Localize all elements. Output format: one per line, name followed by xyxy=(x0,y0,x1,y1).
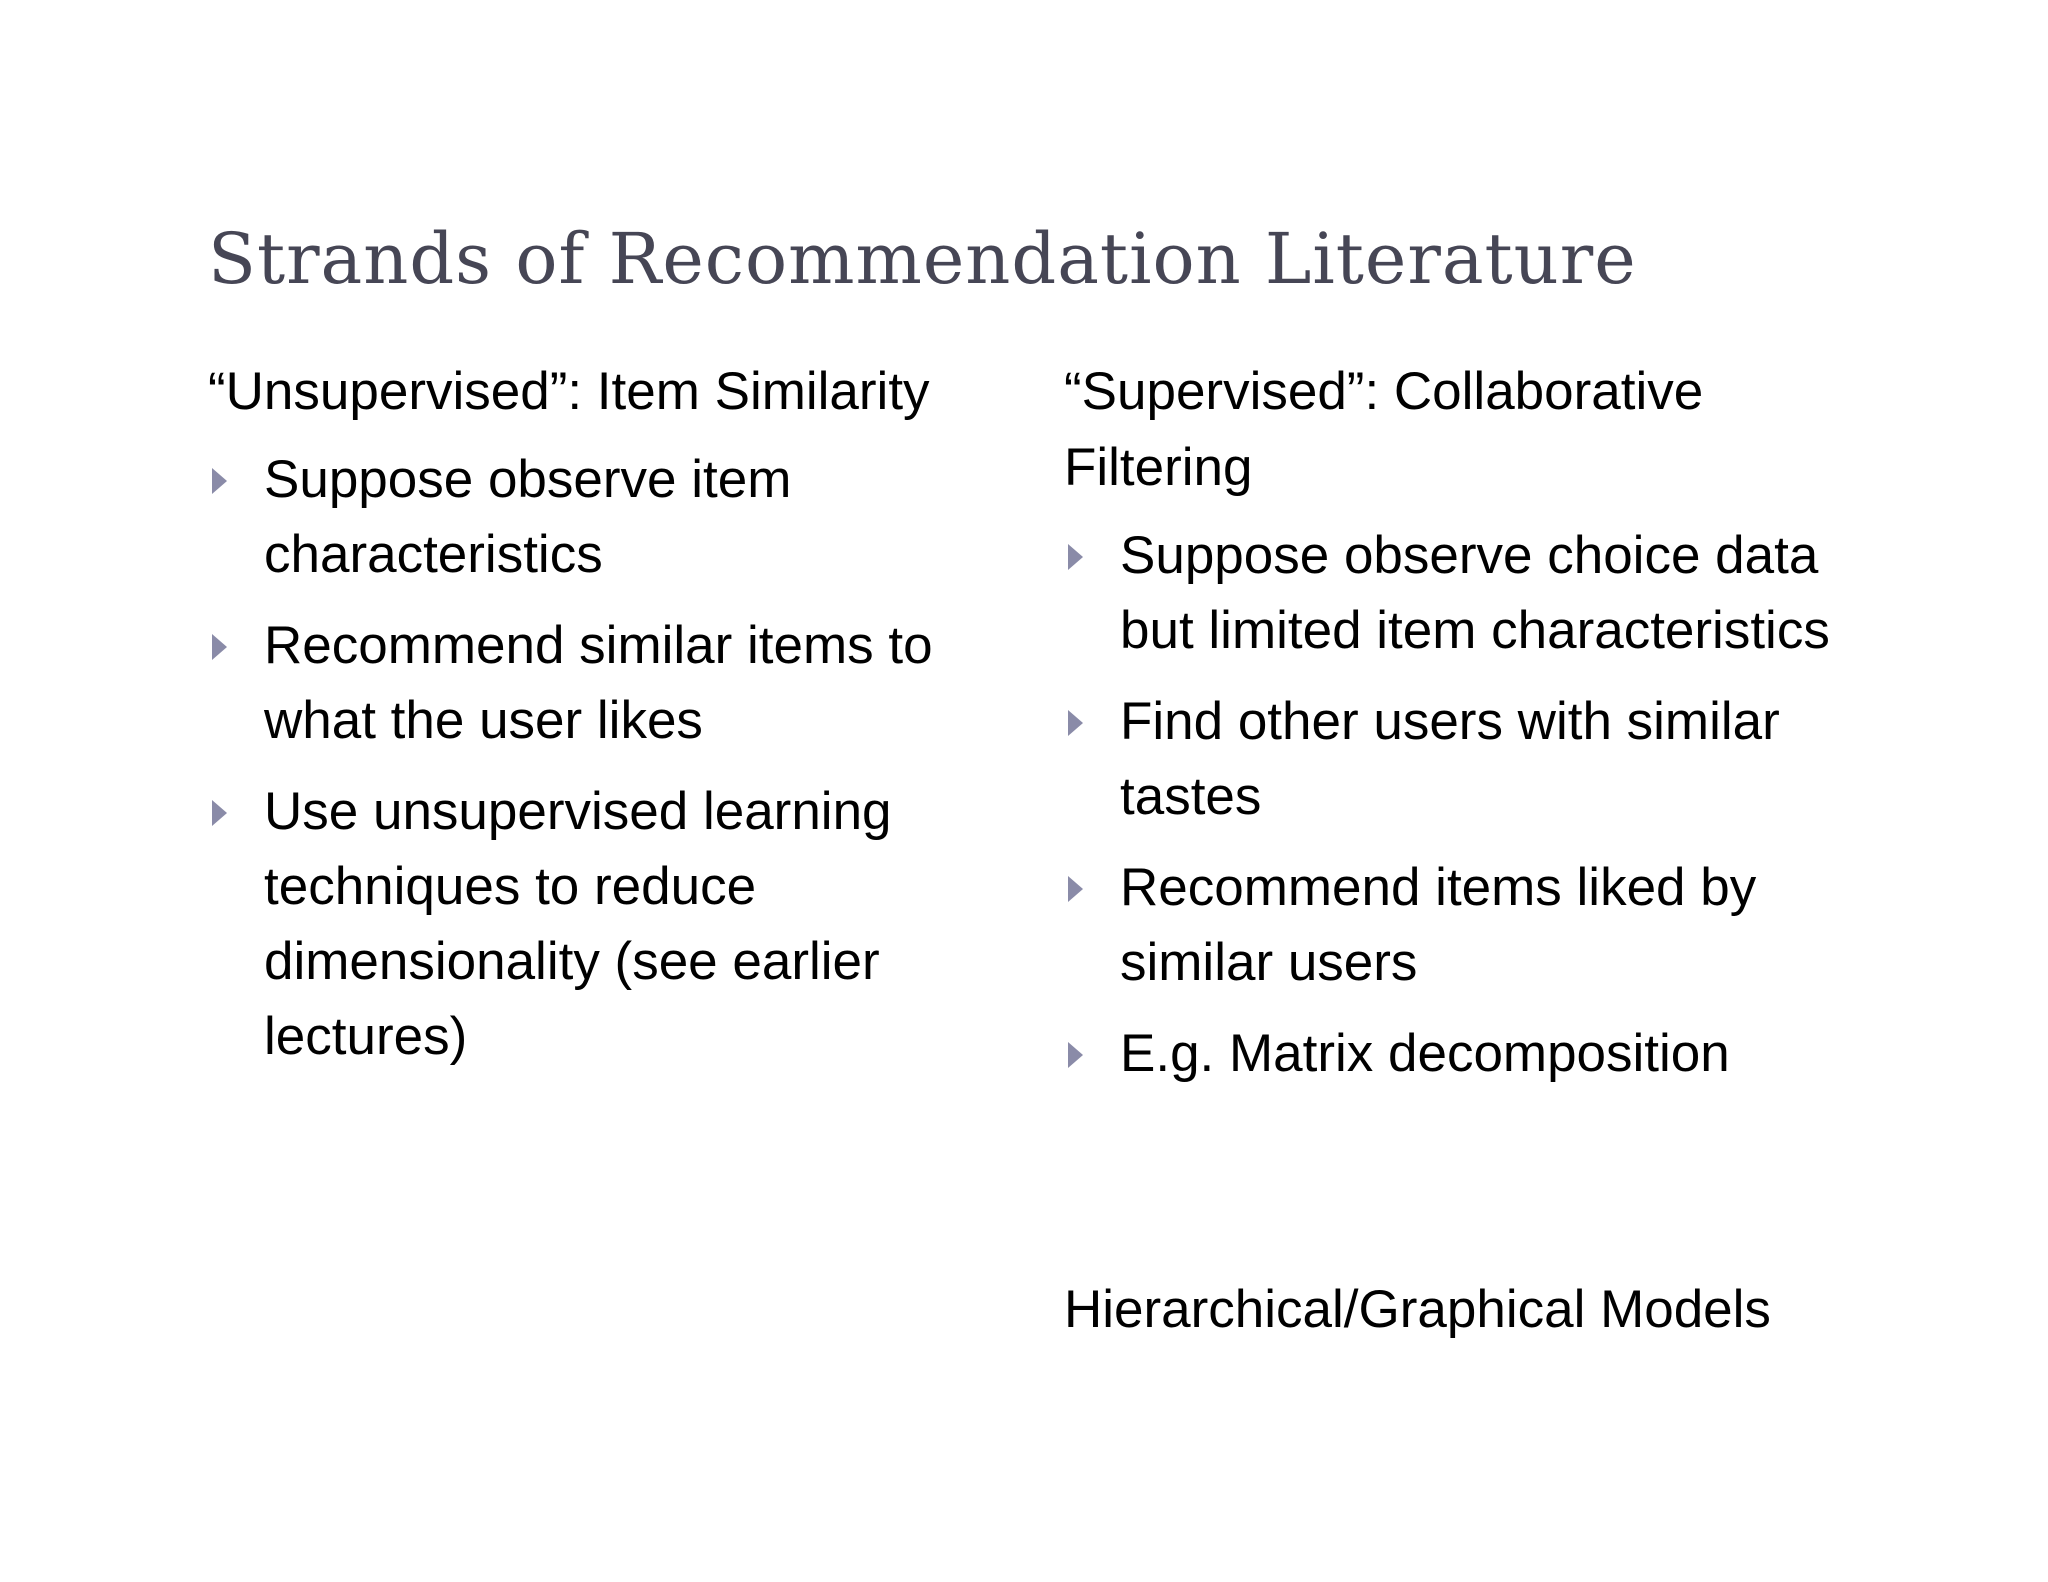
bullet-item xyxy=(208,442,1028,592)
bullet-text: Suppose observe item characteristics xyxy=(264,450,792,584)
bullet-item xyxy=(208,774,1028,1074)
bullet-item xyxy=(1064,850,1864,1000)
right-column xyxy=(1064,354,1864,1107)
bullet-item xyxy=(208,608,1028,758)
triangle-right-icon xyxy=(212,468,227,494)
bullet-item xyxy=(1064,518,1864,668)
triangle-right-icon xyxy=(1068,1042,1083,1068)
left-column xyxy=(208,354,1028,1090)
right-column-footer-heading: Hierarchical/Graphical Models xyxy=(1064,1280,1771,1339)
bullet-text: Recommend items liked by similar users xyxy=(1120,858,1757,992)
bullet-text: Find other users with similar tastes xyxy=(1120,692,1780,826)
triangle-right-icon xyxy=(212,634,227,660)
left-column-heading: “Unsupervised”: Item Similarity xyxy=(208,362,930,421)
bullet-item xyxy=(1064,1016,1864,1091)
right-bullet-list xyxy=(1064,518,1864,1091)
bullet-text: Suppose observe choice data but limited item characteristics xyxy=(1120,526,1830,660)
triangle-right-icon xyxy=(1068,544,1083,570)
triangle-right-icon xyxy=(1068,876,1083,902)
bullet-text: E.g. Matrix decomposition xyxy=(1120,1024,1730,1083)
bullet-text: Use unsupervised learning techniques to reduce dimensionality (see earlier lectures) xyxy=(264,782,892,1066)
triangle-right-icon xyxy=(1068,710,1083,736)
bullet-text: Recommend similar items to what the user likes xyxy=(264,616,933,750)
slide-title: Strands of Recommendation Literature xyxy=(208,218,1637,300)
triangle-right-icon xyxy=(212,800,227,826)
left-bullet-list xyxy=(208,442,1028,1074)
bullet-item xyxy=(1064,684,1864,834)
right-column-heading: “Supervised”: Collaborative Filtering xyxy=(1064,362,1704,497)
